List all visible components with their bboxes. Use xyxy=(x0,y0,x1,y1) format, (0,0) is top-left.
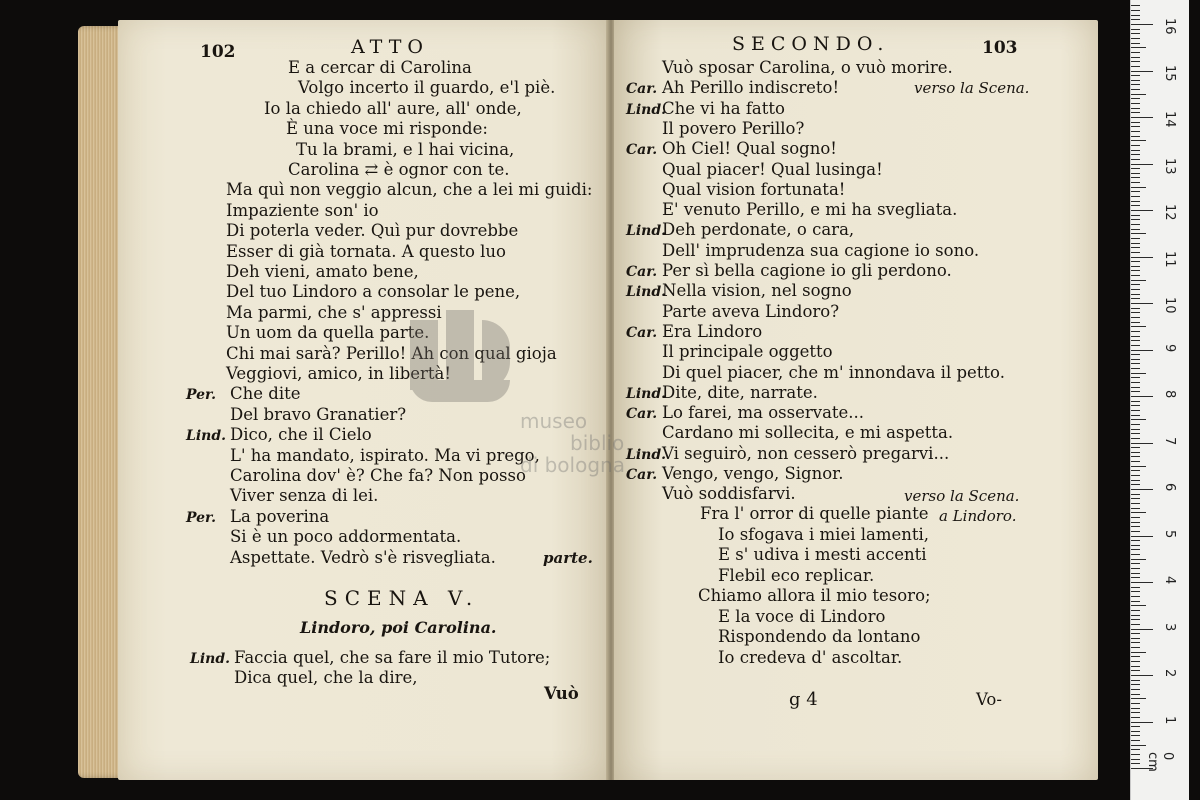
ruler-tick xyxy=(1131,224,1140,225)
ruler-tick xyxy=(1131,173,1140,174)
ruler-tick xyxy=(1131,508,1140,509)
ruler-tick xyxy=(1131,410,1140,411)
catchword-left: Vuò xyxy=(544,684,579,703)
ruler-tick xyxy=(1131,294,1140,295)
ruler-number: 15 xyxy=(1162,64,1177,82)
right-line: Il principale oggetto xyxy=(662,342,833,362)
right-speaker: Lind. xyxy=(626,223,667,240)
aria-line: Flebil eco replicar. xyxy=(718,565,875,585)
ruler-tick xyxy=(1131,545,1140,546)
ruler-tick xyxy=(1131,754,1140,755)
ruler-tick xyxy=(1131,661,1140,662)
ruler-tick xyxy=(1131,261,1140,262)
left-line: Veggiovi, amico, in libertà! xyxy=(226,364,452,383)
ruler-tick xyxy=(1131,498,1140,499)
right-speaker: Car. xyxy=(626,264,658,280)
ruler-tick xyxy=(1131,666,1140,667)
ruler-tick xyxy=(1131,712,1140,713)
ruler-tick xyxy=(1131,447,1140,448)
ruler-tick xyxy=(1131,717,1140,718)
ruler-tick xyxy=(1131,33,1140,34)
ruler-tick xyxy=(1131,24,1153,25)
left-speaker: Per. xyxy=(186,509,217,526)
ruler-tick xyxy=(1131,312,1140,313)
ruler-number: 6 xyxy=(1162,483,1177,492)
ruler-tick xyxy=(1131,168,1140,169)
left-line: Io la chiedo all' aure, all' onde, xyxy=(264,98,522,118)
left-line: Viver senza di lei. xyxy=(230,486,379,506)
aria-line: Fra l' orror di quelle piante xyxy=(700,504,929,523)
left-line: Ma parmi, che s' appressi xyxy=(226,302,442,322)
ruler-tick xyxy=(1131,243,1140,244)
right-line: Ah Perillo indiscreto! xyxy=(662,78,840,98)
ruler-tick xyxy=(1131,340,1140,341)
left-line: Impaziente son' io xyxy=(226,200,379,220)
watermark xyxy=(410,310,670,490)
ruler-tick xyxy=(1131,703,1140,704)
ruler-tick xyxy=(1131,633,1140,634)
ruler-tick xyxy=(1131,749,1140,750)
right-line: Lo farei, ma osservate... xyxy=(662,403,865,423)
ruler-tick xyxy=(1131,489,1153,490)
direction-verso-scena-2: verso la Scena. xyxy=(904,487,1020,505)
ruler-tick xyxy=(1131,684,1140,685)
ruler-tick xyxy=(1131,708,1140,709)
right-line: Qual vision fortunata! xyxy=(662,179,846,199)
ruler-number: 13 xyxy=(1162,157,1177,175)
right-speaker: Car. xyxy=(626,142,658,159)
ruler-tick xyxy=(1131,66,1140,67)
ruler-tick xyxy=(1131,289,1140,290)
ruler-number: 5 xyxy=(1162,529,1177,538)
left-line: Esser di già tornata. A questo luo xyxy=(226,241,506,261)
right-speaker: Car. xyxy=(626,406,658,423)
ruler-tick xyxy=(1131,759,1140,760)
ruler-tick xyxy=(1131,638,1140,639)
ruler-tick xyxy=(1131,456,1140,457)
left-line: Di poterla veder. Quì pur dovrebbe xyxy=(226,221,519,241)
right-page xyxy=(614,20,1098,780)
ruler-number: 4 xyxy=(1162,576,1177,585)
ruler-tick xyxy=(1131,675,1153,676)
ruler-tick xyxy=(1131,605,1146,606)
right-line: Nella vision, nel sogno xyxy=(662,281,852,301)
ruler-number: 2 xyxy=(1162,669,1177,678)
ruler-tick xyxy=(1131,15,1140,16)
ruler-tick xyxy=(1131,117,1153,118)
ruler-tick xyxy=(1131,405,1140,406)
right-line: Che vi ha fatto xyxy=(662,98,785,118)
ruler-tick xyxy=(1131,47,1146,48)
right-speaker: Car. xyxy=(626,324,658,341)
ruler-tick xyxy=(1131,126,1140,127)
ruler-tick xyxy=(1131,573,1140,574)
ruler-tick xyxy=(1131,419,1146,420)
right-line: Vuò soddisfarvi. xyxy=(662,484,796,504)
ruler-tick xyxy=(1131,252,1140,253)
ruler-tick xyxy=(1131,164,1153,165)
scene-speaker: Lind. xyxy=(190,651,231,667)
ruler-tick xyxy=(1131,401,1140,402)
ruler-tick xyxy=(1131,540,1140,541)
ruler-tick xyxy=(1131,433,1140,434)
ruler-tick xyxy=(1131,517,1140,518)
direction-a-lindoro: a Lindoro. xyxy=(939,507,1017,525)
ruler-tick xyxy=(1131,512,1146,513)
ruler-tick xyxy=(1131,480,1140,481)
ruler-tick xyxy=(1131,201,1140,202)
ruler-tick xyxy=(1131,112,1140,113)
ruler-tick xyxy=(1131,308,1140,309)
ruler-tick xyxy=(1131,359,1140,360)
ruler-tick xyxy=(1131,531,1140,532)
ruler-tick xyxy=(1131,522,1140,523)
ruler-tick xyxy=(1131,461,1140,462)
ruler-number: 11 xyxy=(1162,250,1177,268)
ruler-tick xyxy=(1131,205,1140,206)
right-line: Di quel piacer, che m' innondava il petto. xyxy=(662,362,1005,382)
aria-line: E s' udiva i mesti accenti xyxy=(718,545,927,564)
left-line: Carolina ⇄ è ognor con te. xyxy=(288,160,510,179)
ruler-tick xyxy=(1131,373,1146,374)
left-line: Volgo incerto il guardo, e'l piè. xyxy=(298,78,556,98)
ruler-tick xyxy=(1131,154,1140,155)
ruler-tick xyxy=(1131,615,1140,616)
ruler-tick xyxy=(1131,610,1140,611)
ruler-tick xyxy=(1131,80,1140,81)
ruler-tick xyxy=(1131,647,1140,648)
right-line: Il povero Perillo? xyxy=(662,118,805,138)
ruler-tick xyxy=(1131,322,1140,323)
page-number-right: 103 xyxy=(982,38,1018,58)
ruler-tick xyxy=(1131,71,1153,72)
left-line: Del bravo Granatier? xyxy=(230,404,407,424)
ruler-tick xyxy=(1131,429,1140,430)
left-line: Tu la brami, e l hai vicina, xyxy=(296,139,515,159)
ruler-tick xyxy=(1131,19,1140,20)
ruler-tick xyxy=(1131,726,1140,727)
ruler-unit-label: 0 cm xyxy=(1145,752,1175,772)
ruler-tick xyxy=(1131,98,1140,99)
running-head-right: SECONDO. xyxy=(732,33,890,55)
right-line: Qual piacer! Qual lusinga! xyxy=(662,159,883,179)
aria-line: E la voce di Lindoro xyxy=(718,606,886,626)
ruler-tick xyxy=(1131,377,1140,378)
ruler-tick xyxy=(1131,680,1140,681)
ruler-tick xyxy=(1131,38,1140,39)
ruler-tick xyxy=(1131,698,1146,699)
ruler-tick xyxy=(1131,363,1140,364)
ruler-tick xyxy=(1131,75,1140,76)
ruler-tick xyxy=(1131,484,1140,485)
ruler-tick xyxy=(1131,326,1146,327)
scene-subtitle: Lindoro, poi Carolina. xyxy=(300,618,497,637)
direction-verso-scena-1: verso la Scena. xyxy=(914,79,1030,97)
ruler-tick xyxy=(1131,145,1140,146)
ruler-tick xyxy=(1131,642,1140,643)
ruler-tick xyxy=(1131,247,1140,248)
left-line: Un uom da quella parte. xyxy=(226,323,430,343)
watermark-logo-icon xyxy=(410,310,530,410)
ruler-tick xyxy=(1131,694,1140,695)
right-line: Per sì bella cagione io gli perdono. xyxy=(662,261,952,280)
right-line: Dell' imprudenza sua cagione io sono. xyxy=(662,240,980,260)
ruler-tick xyxy=(1131,443,1153,444)
signature-mark: g 4 xyxy=(789,689,818,710)
ruler-tick xyxy=(1131,61,1140,62)
ruler-tick xyxy=(1131,424,1140,425)
left-line: Deh vieni, amato bene, xyxy=(226,262,419,281)
left-line: Che dite xyxy=(230,384,301,404)
ruler-tick xyxy=(1131,368,1140,369)
ruler-tick xyxy=(1131,94,1146,95)
ruler-tick xyxy=(1131,582,1153,583)
running-head-left: ATTO xyxy=(351,36,429,58)
aria-line: Chiamo allora il mio tesoro; xyxy=(698,586,931,605)
ruler-tick xyxy=(1131,763,1140,764)
ruler-tick xyxy=(1131,191,1140,192)
ruler-tick xyxy=(1131,475,1140,476)
aria-line: Io sfogava i miei lamenti, xyxy=(718,524,930,544)
ruler-tick xyxy=(1131,656,1140,657)
ruler-tick xyxy=(1131,536,1153,537)
right-speaker: Lind. xyxy=(626,101,667,118)
ruler-tick xyxy=(1131,354,1140,355)
ruler-tick xyxy=(1131,298,1140,299)
right-line: Era Lindoro xyxy=(662,321,763,341)
ruler-tick xyxy=(1131,10,1140,11)
ruler-tick xyxy=(1131,52,1140,53)
left-line: È una voce mi risponde: xyxy=(286,119,488,139)
right-line: Deh perdonate, o cara, xyxy=(662,220,855,240)
ruler-tick xyxy=(1131,317,1140,318)
ruler-tick xyxy=(1131,345,1140,346)
ruler-number: 12 xyxy=(1162,204,1177,221)
ruler-tick xyxy=(1131,84,1140,85)
ruler-number: 7 xyxy=(1162,436,1177,445)
ruler-tick xyxy=(1131,735,1140,736)
catchword-right: Vo- xyxy=(976,690,1002,709)
right-line: Parte aveva Lindoro? xyxy=(662,301,840,321)
ruler-tick xyxy=(1131,559,1146,560)
right-speaker: Lind. xyxy=(626,385,667,402)
ruler-tick xyxy=(1131,470,1140,471)
left-line: Aspettate. Vedrò s'è risvegliata. xyxy=(230,547,496,567)
right-line: Oh Ciel! Qual sogno! xyxy=(662,139,837,159)
ruler-tick xyxy=(1131,229,1140,230)
left-line: Ma quì non veggio alcun, che a lei mi guidi: xyxy=(226,180,593,200)
ruler-tick xyxy=(1131,122,1140,123)
ruler-tick xyxy=(1131,196,1140,197)
ruler-tick xyxy=(1131,187,1146,188)
ruler-tick xyxy=(1131,210,1153,211)
ruler-tick xyxy=(1131,284,1140,285)
ruler-tick xyxy=(1131,303,1153,304)
ruler-tick xyxy=(1131,396,1153,397)
ruler-tick xyxy=(1131,591,1140,592)
ruler-number: 8 xyxy=(1162,390,1177,399)
page-number-left: 102 xyxy=(200,42,236,62)
ruler-tick xyxy=(1131,5,1140,6)
ruler-tick xyxy=(1131,275,1140,276)
right-speaker: Car. xyxy=(626,81,658,98)
aria-line: Rispondendo da lontano xyxy=(718,627,921,646)
ruler-tick xyxy=(1131,415,1140,416)
scene-title: SCENA V. xyxy=(324,586,480,610)
ruler-tick xyxy=(1131,280,1146,281)
watermark-text-2: biblio xyxy=(570,431,625,455)
ruler-tick xyxy=(1131,136,1140,137)
left-line: Carolina dov' è? Che fa? Non posso xyxy=(230,466,526,485)
ruler-tick xyxy=(1131,391,1140,392)
scene-line: Dica quel, che la dire, xyxy=(234,668,418,687)
right-speaker: Car. xyxy=(626,467,658,483)
ruler-tick xyxy=(1131,601,1140,602)
ruler-tick xyxy=(1131,159,1140,160)
right-line: Vuò sposar Carolina, o vuò morire. xyxy=(662,58,953,77)
ruler-tick xyxy=(1131,549,1140,550)
ruler-tick xyxy=(1131,238,1140,239)
open-book xyxy=(78,20,1100,780)
ruler-tick xyxy=(1131,554,1140,555)
ruler-tick xyxy=(1131,652,1146,653)
ruler-number: 3 xyxy=(1162,622,1177,631)
ruler-tick xyxy=(1131,619,1140,620)
scene-line: Faccia quel, che sa fare il mio Tutore; xyxy=(234,648,551,667)
ruler-tick xyxy=(1131,108,1140,109)
ruler-tick xyxy=(1131,150,1140,151)
ruler-tick xyxy=(1131,177,1140,178)
ruler-tick xyxy=(1131,336,1140,337)
ruler-tick xyxy=(1131,103,1140,104)
right-line: Dite, dite, narrate. xyxy=(662,382,818,402)
ruler-tick xyxy=(1131,382,1140,383)
left-line: E a cercar di Carolina xyxy=(288,58,472,77)
ruler-tick xyxy=(1131,563,1140,564)
ruler-tick xyxy=(1131,89,1140,90)
ruler-tick xyxy=(1131,57,1140,58)
ruler-tick xyxy=(1131,740,1140,741)
ruler-tick xyxy=(1131,722,1153,723)
ruler-tick xyxy=(1131,233,1146,234)
ruler-tick xyxy=(1131,270,1140,271)
aria-line: Io credeva d' ascoltar. xyxy=(718,647,903,667)
ruler-tick xyxy=(1131,140,1146,141)
ruler-tick xyxy=(1131,629,1153,630)
ruler-tick xyxy=(1131,568,1140,569)
ruler-tick xyxy=(1131,131,1140,132)
measurement-ruler xyxy=(1130,0,1189,800)
ruler-number: 14 xyxy=(1162,111,1177,128)
right-line: Vengo, vengo, Signor. xyxy=(662,464,844,483)
ruler-tick xyxy=(1131,182,1140,183)
ruler-tick xyxy=(1131,577,1140,578)
ruler-tick xyxy=(1131,587,1140,588)
right-speaker: Lind. xyxy=(626,284,667,301)
ruler-tick xyxy=(1131,731,1140,732)
left-line: Chi mai sarà? Perillo! Ah con qual gioja xyxy=(226,343,557,363)
left-line: Del tuo Lindoro a consolar le pene, xyxy=(226,282,521,302)
left-line: Dico, che il Cielo xyxy=(230,425,372,445)
ruler-tick xyxy=(1131,29,1140,30)
right-line: E' venuto Perillo, e mi ha svegliata. xyxy=(662,200,958,220)
ruler-tick xyxy=(1131,494,1140,495)
ruler-tick xyxy=(1131,438,1140,439)
ruler-tick xyxy=(1131,670,1140,671)
ruler-tick xyxy=(1131,331,1140,332)
ruler-number: 16 xyxy=(1162,18,1177,35)
ruler-number: 9 xyxy=(1162,343,1177,352)
ruler-tick xyxy=(1131,466,1146,467)
right-speaker: Lind. xyxy=(626,446,667,463)
ruler-tick xyxy=(1131,43,1140,44)
ruler-tick xyxy=(1131,257,1153,258)
watermark-text-3: di bologna xyxy=(520,453,625,477)
ruler-tick xyxy=(1131,689,1140,690)
ruler-number: 1 xyxy=(1162,715,1177,724)
ruler-tick xyxy=(1131,350,1153,351)
ruler-number: 10 xyxy=(1162,297,1177,314)
ruler-tick xyxy=(1131,624,1140,625)
left-speaker: Lind. xyxy=(186,428,227,445)
left-line: La poverina xyxy=(230,506,330,526)
ruler-tick xyxy=(1131,387,1140,388)
ruler-tick xyxy=(1131,452,1140,453)
right-line: Vi seguirò, non cesserò pregarvi... xyxy=(662,443,950,463)
ruler-tick xyxy=(1131,219,1140,220)
right-line: Cardano mi sollecita, e mi aspetta. xyxy=(662,423,954,443)
left-speaker: Per. xyxy=(186,387,217,404)
ruler-tick xyxy=(1131,266,1140,267)
watermark-text-1: museo xyxy=(520,409,588,433)
ruler-tick xyxy=(1131,745,1146,746)
stage-direction-parte: parte. xyxy=(543,549,593,567)
ruler-tick xyxy=(1131,503,1140,504)
left-line: Si è un poco addormentata. xyxy=(230,527,462,547)
left-line: L' ha mandato, ispirato. Ma vi prego, xyxy=(230,445,540,465)
ruler-tick xyxy=(1131,215,1140,216)
ruler-tick xyxy=(1131,596,1140,597)
ruler-tick xyxy=(1131,526,1140,527)
